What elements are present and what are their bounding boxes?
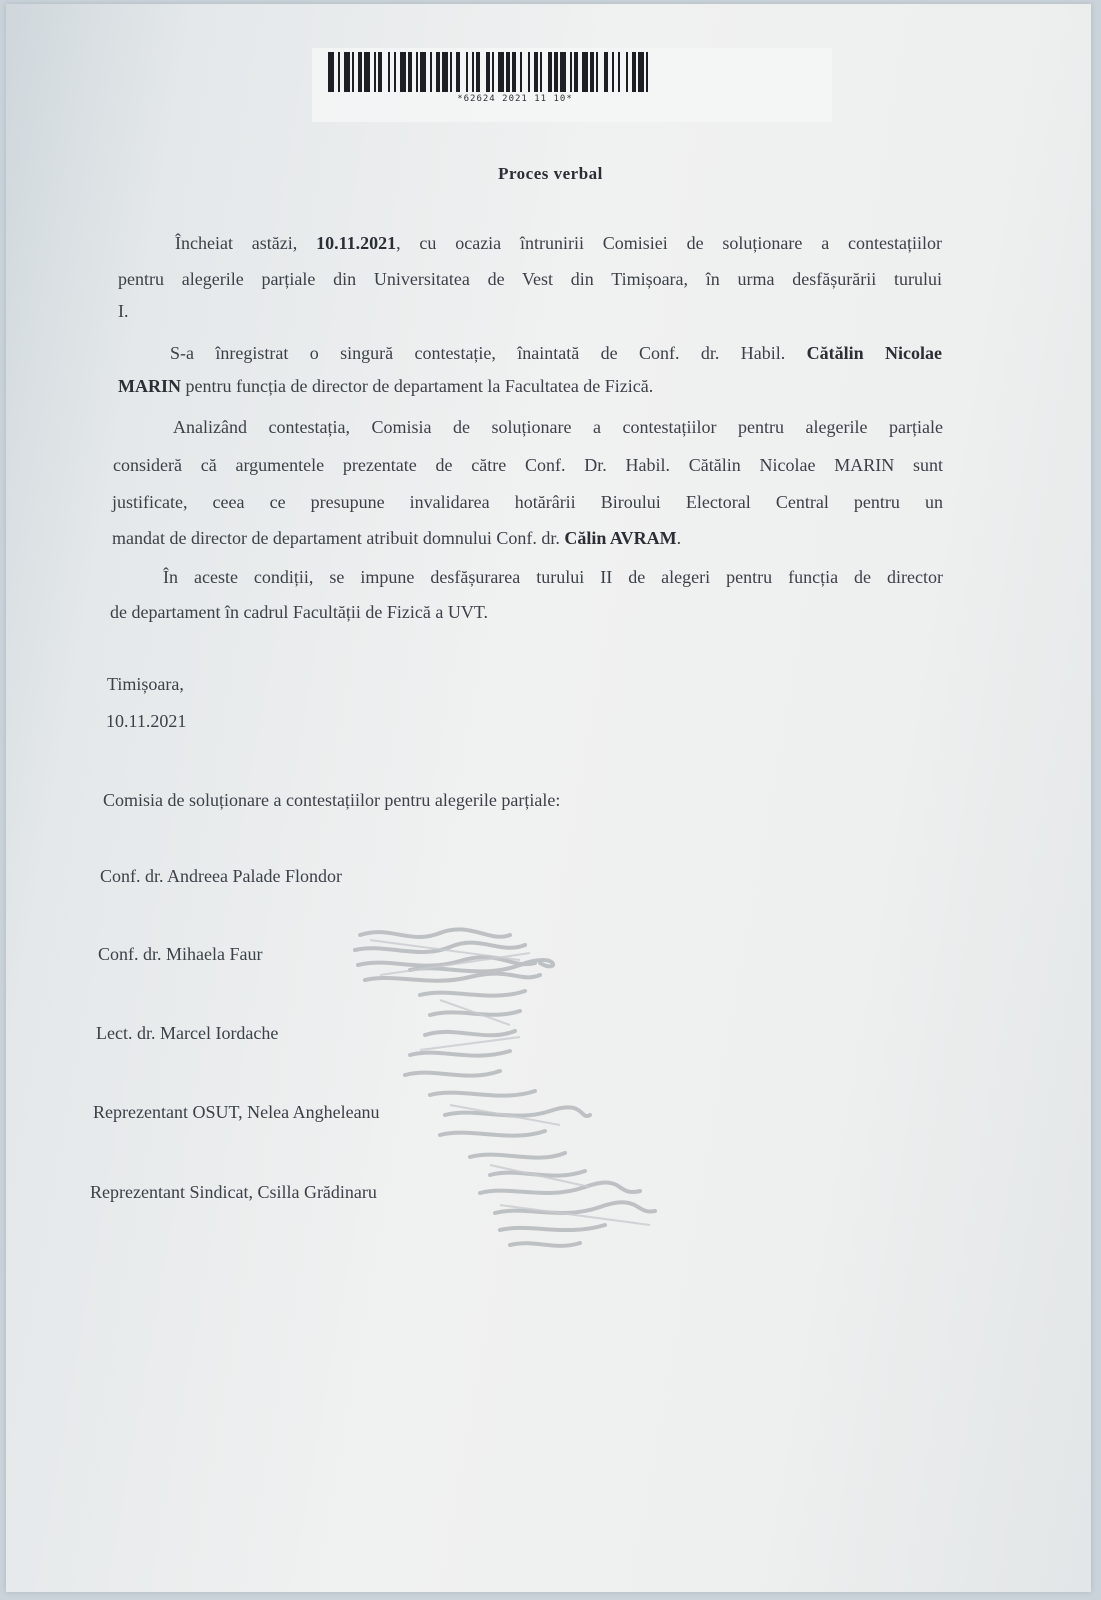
meeting-date: 10.11.2021 xyxy=(316,233,397,253)
member-3: Lect. dr. Marcel Iordache xyxy=(96,1023,279,1043)
paragraph-4-line-2: de departament în cadrul Facultății de Fizică a UVT. xyxy=(110,602,489,622)
paragraph-1-line-2: pentru alegerile parțiale din Universitatea de Vest din Timișoara, în urma desfășurării turului xyxy=(118,269,942,289)
paragraph-3-line-2: consideră că argumentele prezentate de către Conf. Dr. Habil. Cătălin Nicolae MARIN sunt xyxy=(113,455,943,475)
contestant-family-name: MARIN xyxy=(118,376,181,396)
barcode-number: *62624 2021 11 10* xyxy=(457,94,573,104)
paragraph-1-line-1: Încheiat astăzi, 10.11.2021, cu ocazia întrunirii Comisiei de soluționare a contestațiilor xyxy=(175,233,942,253)
member-1: Conf. dr. Andreea Palade Flondor xyxy=(100,866,342,886)
member-4: Reprezentant OSUT, Nelea Angheleanu xyxy=(93,1102,380,1122)
signing-date: 10.11.2021 xyxy=(106,711,187,731)
barcode-bar xyxy=(648,52,652,92)
member-2: Conf. dr. Mihaela Faur xyxy=(98,944,263,964)
member-5: Reprezentant Sindicat, Csilla Grădinaru xyxy=(90,1182,377,1202)
paragraph-4-line-1: În aceste condiții, se impune desfășurarea turului II de alegeri pentru funcția de director xyxy=(163,567,943,587)
redacted-signatures xyxy=(350,925,670,1265)
paragraph-2-line-1: S-a înregistrat o singură contestație, înaintată de Conf. dr. Habil. Cătălin Nicolae xyxy=(170,343,942,363)
paragraph-3-line-3: justificate, ceea ce presupune invalidarea hotărârii Biroului Electoral Central pentru un xyxy=(112,492,943,512)
paragraph-1-line-3: I. xyxy=(118,301,129,321)
person-name: Călin AVRAM xyxy=(564,528,677,548)
place: Timișoara, xyxy=(107,674,184,694)
barcode xyxy=(328,52,700,92)
paragraph-3-line-1: Analizând contestația, Comisia de soluționare a contestațiilor pentru alegerile parțiale xyxy=(173,417,943,437)
paragraph-3-line-4: mandat de director de departament atribuit domnului Conf. dr. Călin AVRAM. xyxy=(112,528,682,548)
document-title: Proces verbal xyxy=(498,164,603,183)
commission-label: Comisia de soluționare a contestațiilor pentru alegerile parțiale: xyxy=(103,790,561,810)
paragraph-2-line-2: MARIN pentru funcția de director de departament la Facultatea de Fizică. xyxy=(118,376,654,396)
contestant-given-name: Cătălin Nicolae xyxy=(806,343,942,363)
